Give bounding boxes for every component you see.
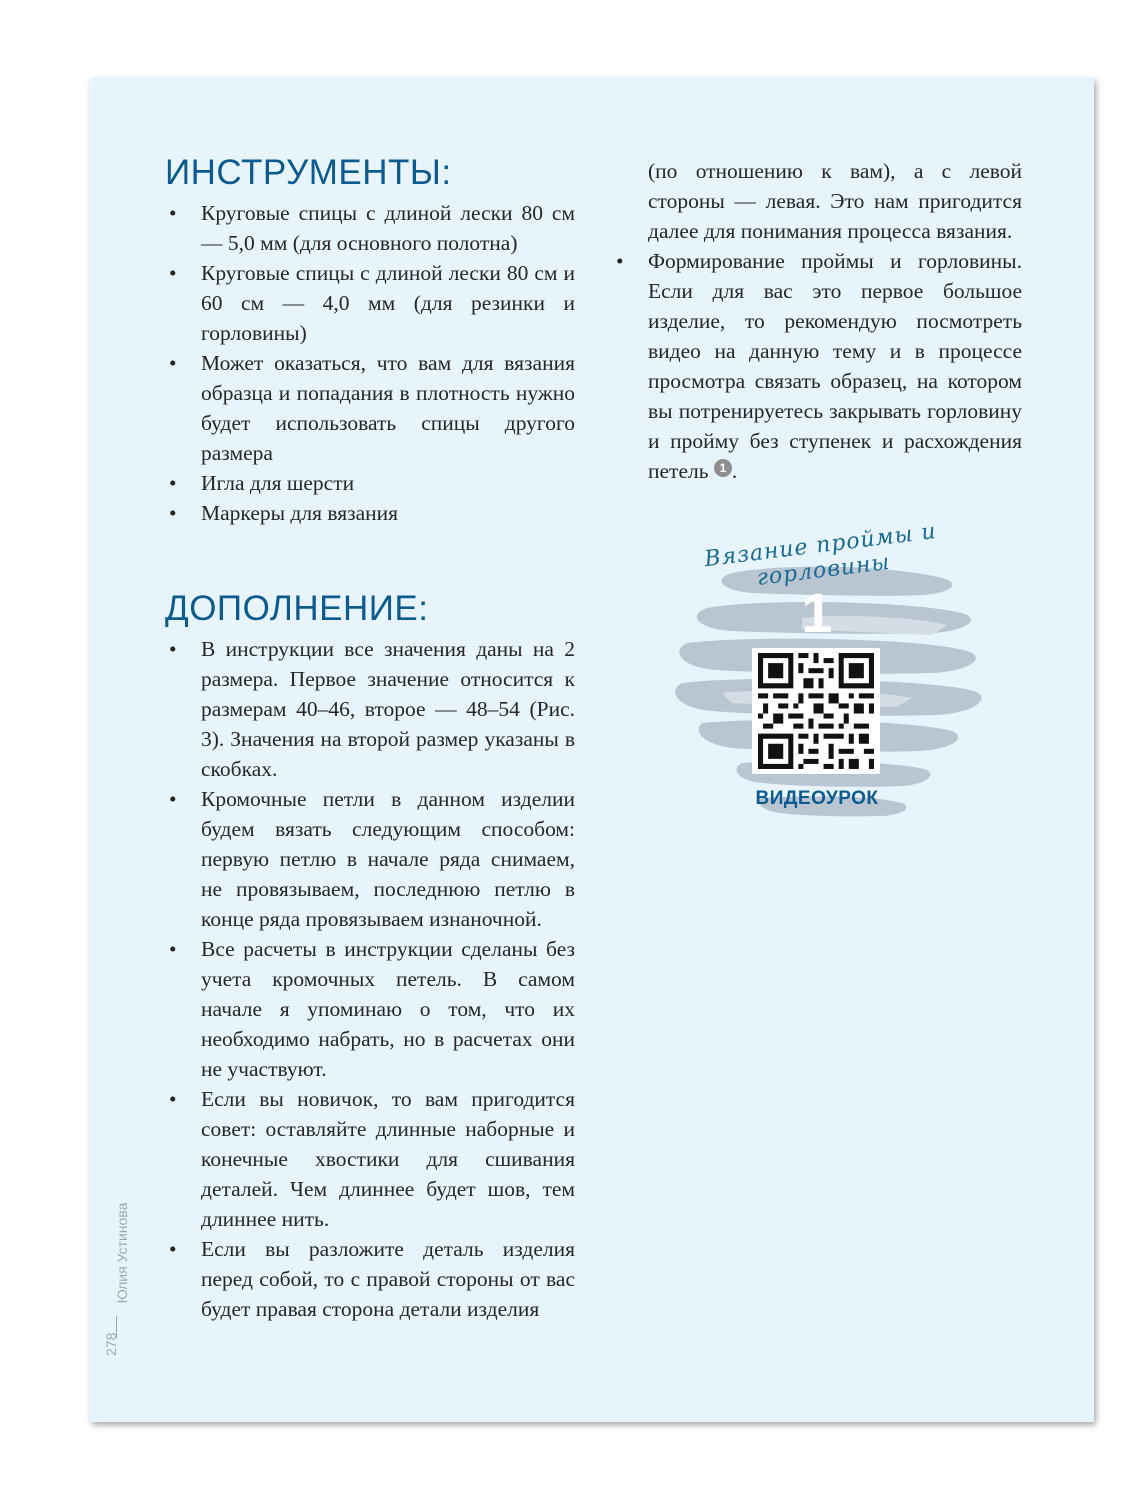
list-item: • Круговые спицы с длиной лески 80 см — 5,0 мм (для основного полотна) [165, 198, 575, 258]
page-number: 278 [103, 1332, 119, 1356]
addition-heading: ДОПОЛНЕНИЕ: [165, 589, 429, 628]
video-title: Вязание проймы и горловины [703, 518, 938, 591]
video-number: 1 [801, 581, 833, 644]
page [90, 78, 1094, 1422]
tools-heading: ИНСТРУМЕНТЫ: [165, 153, 452, 192]
video-lesson-label: ВИДЕОУРОК [755, 788, 879, 809]
left-column [165, 150, 575, 1324]
list-item: • Если вы новичок, то вам пригодится совет: оставляйте длинные наборные и конечные хвостики для сшивания деталей. Чем длиннее будет шов, тем длиннее нить. [165, 1084, 575, 1234]
author-name [107, 1175, 130, 1335]
list-item: • Круговые спицы с длиной лески 80 см и 60 см — 4,0 мм (для резинки и горловины) [165, 258, 575, 348]
list-item: • Все расчеты в инструкции сделаны без учета кромочных петель. В самом начале я упоминаю о том, что их необходимо набрать, но в расчетах они не участвуют. [165, 934, 575, 1084]
author-name-text: Юлия Устинова [114, 1202, 130, 1304]
video-lesson-block [662, 518, 982, 823]
list-item: • Может оказаться, что вам для вязания образца и попадания в плотность нужно будет использовать спицы другого размера [165, 348, 575, 468]
qr-code-icon [752, 648, 880, 774]
right-column [612, 156, 1022, 486]
info-icon[interactable]: 1 [714, 459, 732, 477]
list-item: • В инструкции все значения даны на 2 размера. Первое значение относится к размерам 40–46, второе — 48–54 (Рис. 3). Значения на второй размер указаны в скобках. [165, 634, 575, 784]
list-item: • Маркеры для вязания [165, 498, 575, 528]
addition-list [165, 634, 575, 1324]
list-item-end: . [731, 459, 738, 483]
continued-list [612, 156, 1022, 486]
list-item [612, 246, 1022, 486]
list-item-continuation: (по отношению к вам), а с левой стороны — левая. Это нам пригодится далее для понимания процесса вязания. [648, 159, 1022, 243]
list-item-text: Формирование проймы и горловины. Если для вас это первое большое изделие, то рекомендую посмотреть видео на данную тему и в процессе просмотра связать образец, на котором вы потренируетесь закрывать горловину и пройму без ступенек и расхождения петель [648, 249, 1022, 483]
list-item: • Если вы разложите деталь изделия перед собой, то с правой стороны от вас будет правая сторона детали изделия [165, 1234, 575, 1324]
tools-list [165, 198, 575, 528]
list-item: • Кромочные петли в данном изделии будем вязать следующим способом: первую петлю в начале ряда снимаем, не провязываем, последнюю петлю в конце ряда провязываем изнаночной. [165, 784, 575, 934]
list-item: • Игла для шерсти [165, 468, 575, 498]
qr-code[interactable] [752, 648, 880, 774]
